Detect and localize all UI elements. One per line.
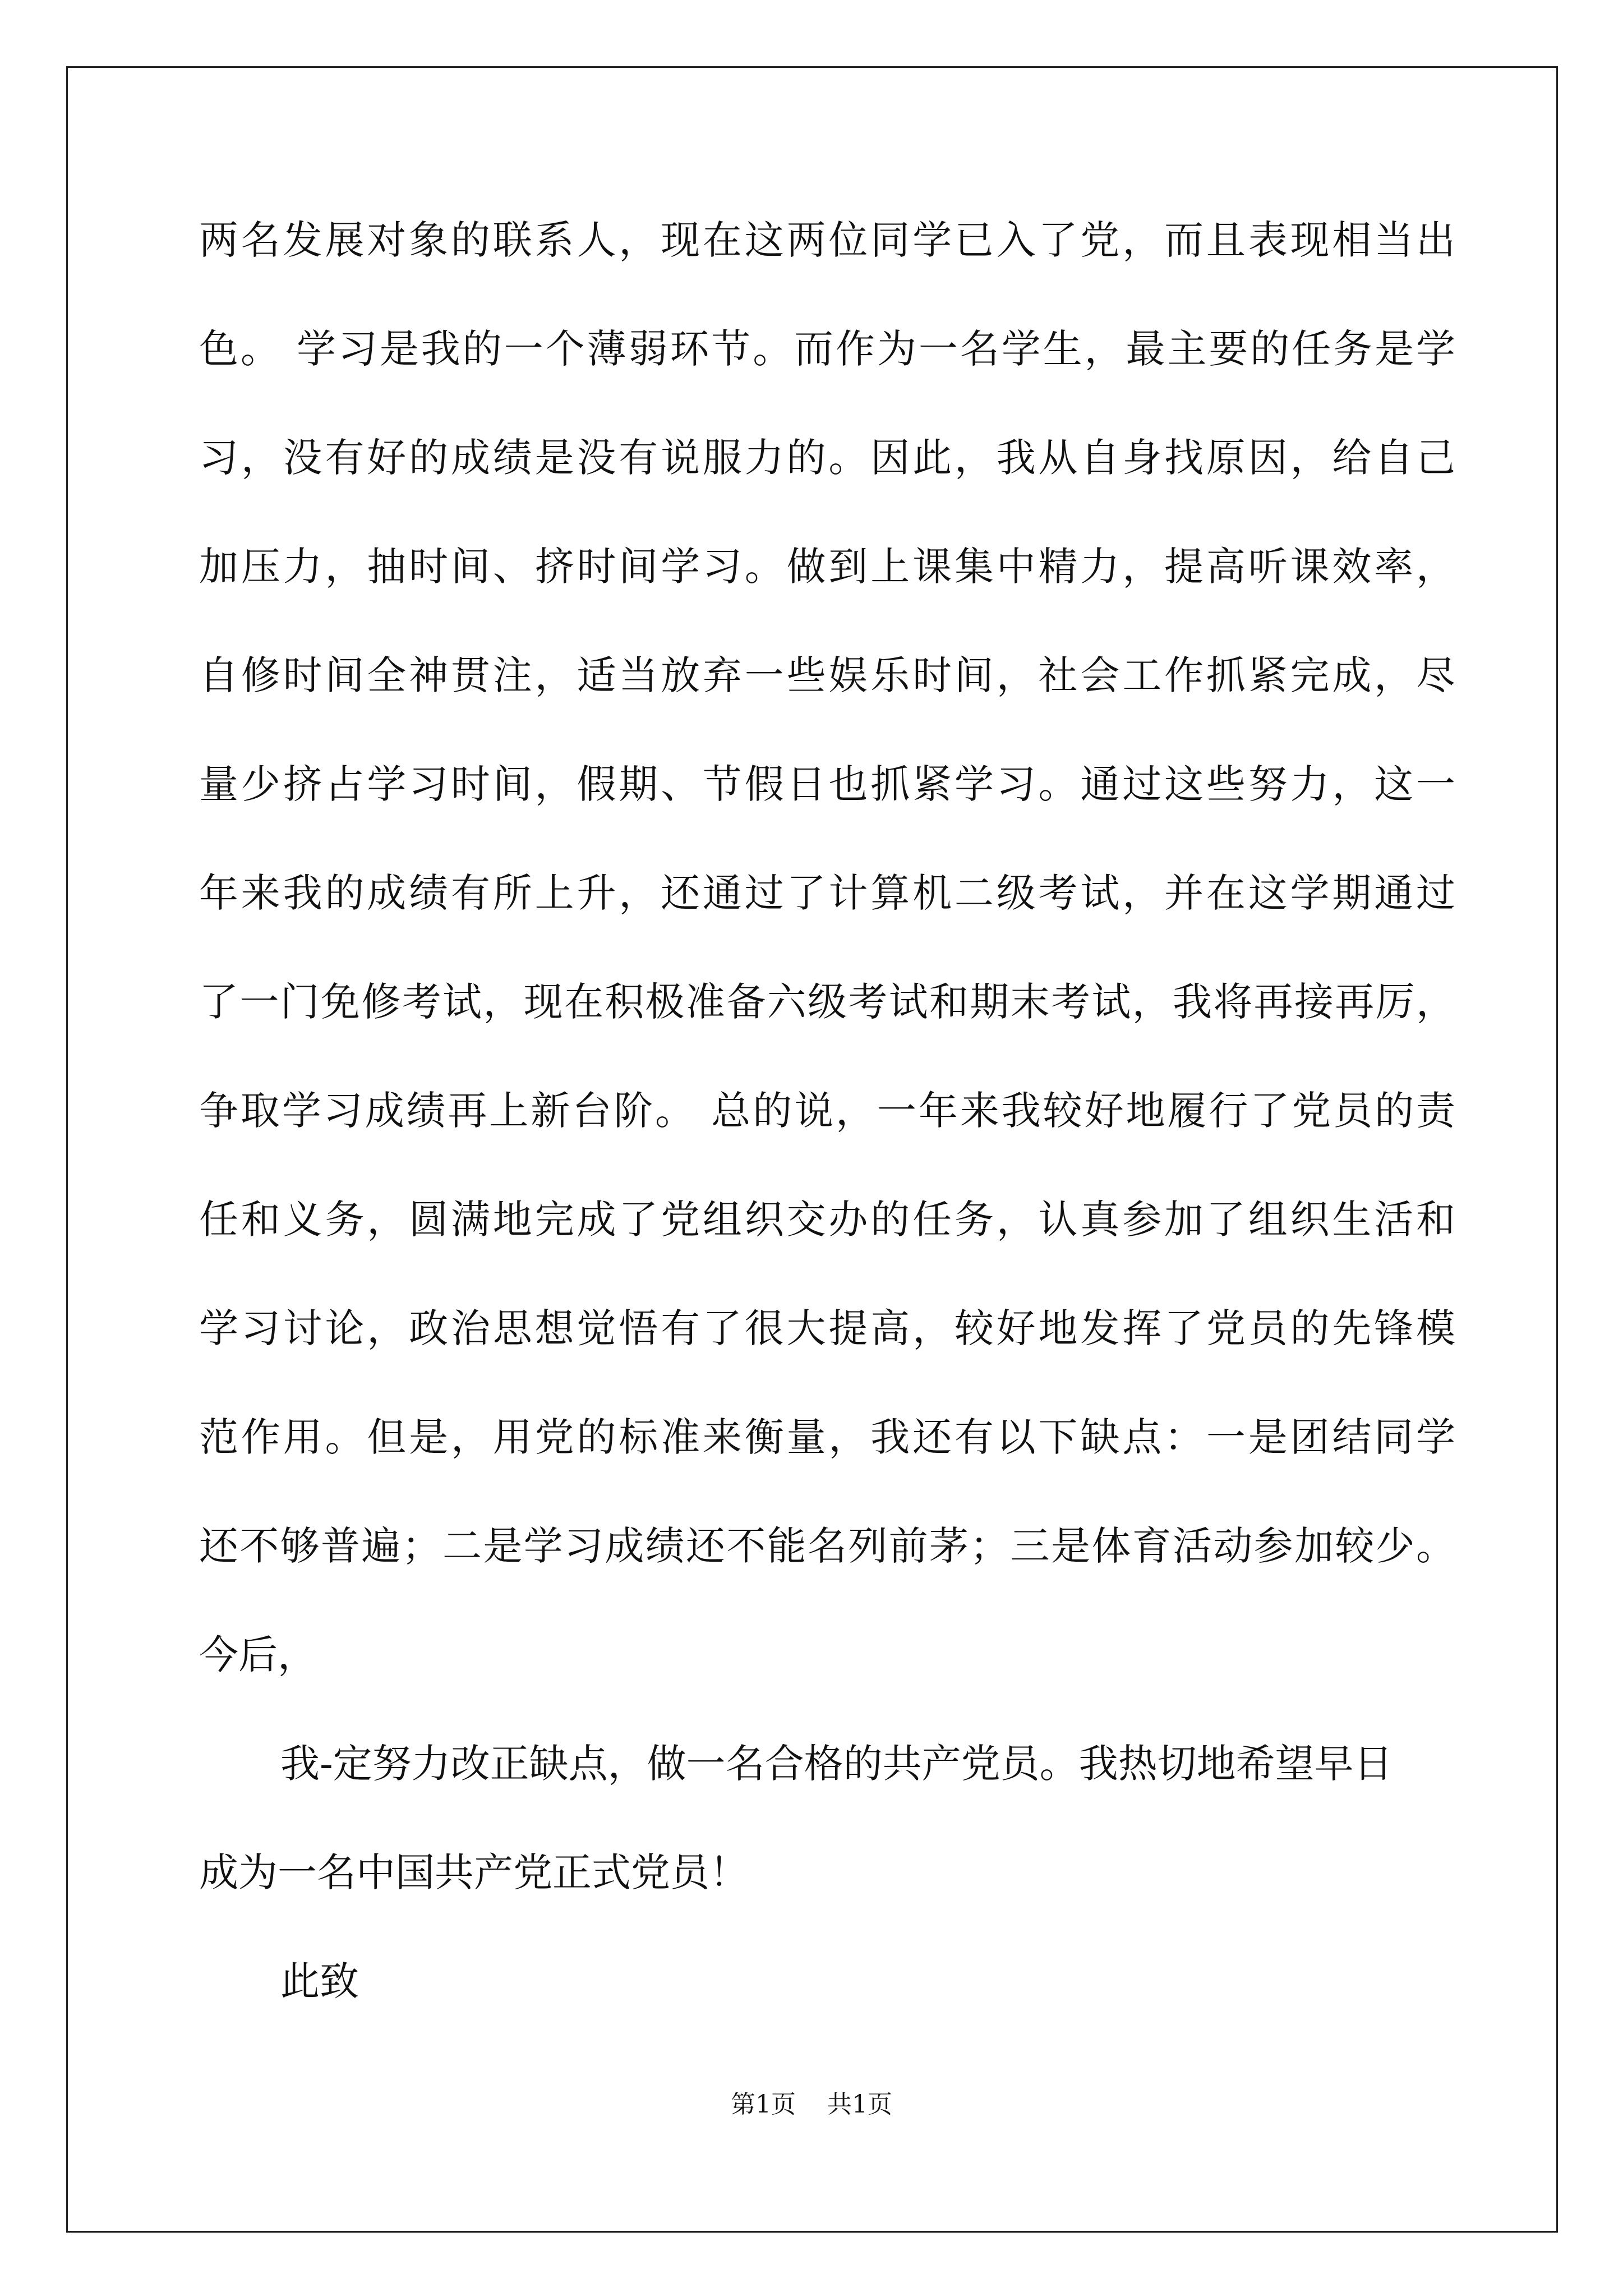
text-line: 色。 学习是我的一个薄弱环节。而作为一名学生，最主要的任务是学 [199, 326, 1455, 372]
page-total: 共1页 [827, 2090, 892, 2119]
text-line: 加压力，抽时间、挤时间学习。做到上课集中精力，提高听课效率， [199, 544, 1455, 590]
page-number: 第1页 [731, 2090, 796, 2119]
text-line: 学习讨论，政治思想觉悟有了很大提高，较好地发挥了党员的先锋模 [199, 1305, 1455, 1351]
text-line: 两名发展对象的联系人，现在这两位同学已入了党，而且表现相当出 [199, 217, 1455, 263]
text-line: 习，没有好的成绩是没有说服力的。因此，我从自身找原因，给自己 [199, 435, 1455, 481]
text-line: 我-定努力改正缺点，做一名合格的共产党员。我热切地希望早日 [280, 1741, 1393, 1787]
letter-body [199, 208, 1455, 2058]
text-line: 今后， [199, 1632, 317, 1678]
text-line: 范作用。但是，用党的标准来衡量，我还有以下缺点：一是团结同学 [199, 1414, 1455, 1460]
text-line: 成为一名中国共产党正式党员！ [199, 1849, 749, 1895]
text-line: 自修时间全神贯注，适当放弃一些娱乐时间，社会工作抓紧完成，尽 [199, 652, 1455, 698]
page-footer [0, 2084, 1623, 2120]
text-line: 还不够普遍；二是学习成绩还不能名列前茅；三是体育活动参加较少。 [199, 1523, 1455, 1569]
text-line: 年来我的成绩有所上升，还通过了计算机二级考试，并在这学期通过 [199, 870, 1455, 916]
text-line: 了一门免修考试，现在积极准备六级考试和期末考试，我将再接再厉， [199, 979, 1455, 1025]
text-line: 量少挤占学习时间，假期、节假日也抓紧学习。通过这些努力，这一 [199, 761, 1455, 807]
text-line: 争取学习成绩再上新台阶。 总的说，一年来我较好地履行了党员的责 [199, 1088, 1455, 1134]
closing-salutation: 此致 [280, 1958, 359, 2004]
text-line: 任和义务，圆满地完成了党组织交办的任务，认真参加了组织生活和 [199, 1197, 1455, 1243]
